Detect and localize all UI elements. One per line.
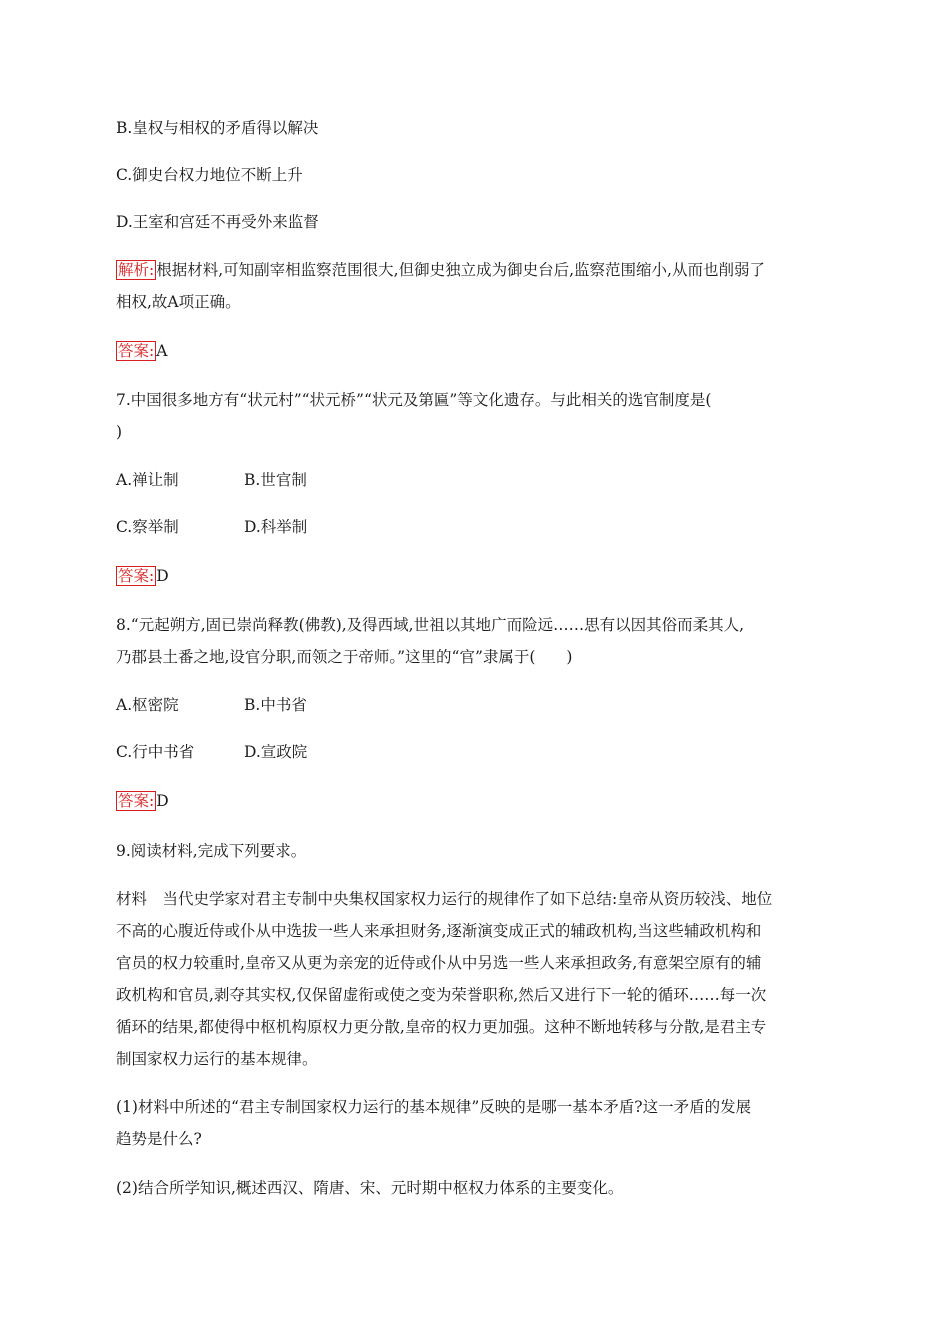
q6-option-d: D.王室和宫廷不再受外来监督	[116, 213, 319, 231]
q9-material-line: 官员的权力较重时,皇帝又从更为亲宠的近侍或仆从中另选一些人来承担政务,有意架空原有的辅	[116, 954, 762, 972]
q9-subquestion-1: (1)材料中所述的“君主专制国家权力运行的基本规律”反映的是哪一基本矛盾?这一矛盾的发展	[116, 1098, 752, 1116]
answer-value: D	[156, 567, 169, 585]
q7-options-row-2	[116, 517, 308, 537]
q8-stem: 8.“元起朔方,固已崇尚释教(佛教),及得西域,世祖以其地广而险远……思有以因其俗而柔其人,	[116, 616, 745, 634]
q9-subquestion-2: (2)结合所学知识,概述西汉、隋唐、宋、元时期中枢权力体系的主要变化。	[116, 1179, 624, 1197]
analysis-label: 解析:	[118, 261, 155, 279]
analysis-text: 根据材料,可知副宰相监察范围很大,但御史独立成为御史台后,监察范围缩小,从而也削弱了	[156, 261, 765, 279]
q9-material-line: 政机构和官员,剥夺其实权,仅保留虚衔或使之变为荣誉职称,然后又进行下一轮的循环……每一次	[116, 986, 767, 1004]
q7-options-row-1	[116, 470, 307, 490]
answer-label: 答案:	[118, 567, 155, 585]
q8-option-b: B.中书省	[244, 696, 307, 714]
q8-option-c: C.行中书省	[116, 743, 195, 761]
q8-option-a: A.枢密院	[116, 696, 179, 714]
q6-option-b: B.皇权与相权的矛盾得以解决	[116, 119, 319, 137]
answer-label: 答案:	[118, 342, 155, 360]
answer-label: 答案:	[118, 792, 155, 810]
q9-material-line: 制国家权力运行的基本规律。	[116, 1050, 318, 1068]
q8-stem-continued: 乃郡县土番之地,设官分职,而领之于帝师。”这里的“官”隶属于( )	[116, 648, 573, 666]
q7-stem-continued: )	[116, 423, 123, 441]
q9-subquestion-1-continued: 趋势是什么?	[116, 1130, 202, 1148]
q9-material-line: 不高的心腹近侍或仆从中选拔一些人来承担财务,逐渐演变成正式的辅政机构,当这些辅政机构和	[116, 922, 762, 940]
q6-option-c: C.御史台权力地位不断上升	[116, 166, 303, 184]
q9-stem: 9.阅读材料,完成下列要求。	[116, 842, 307, 860]
q6-analysis	[116, 260, 765, 280]
q8-answer	[116, 791, 169, 811]
q8-option-d: D.宣政院	[244, 743, 308, 761]
answer-value: A	[156, 342, 168, 360]
q7-answer	[116, 566, 169, 586]
q7-option-b: B.世官制	[244, 471, 307, 489]
q7-option-a: A.禅让制	[116, 471, 179, 489]
q6-analysis-continued: 相权,故A项正确。	[116, 293, 241, 311]
q8-options-row-1	[116, 695, 307, 715]
q6-answer	[116, 341, 167, 361]
q7-option-d: D.科举制	[244, 518, 308, 536]
q9-material-line: 循环的结果,都使得中枢机构原权力更分散,皇帝的权力更加强。这种不断地转移与分散,是君主专	[116, 1018, 767, 1036]
q7-stem: 7.中国很多地方有“状元村”“状元桥”“状元及第匾”等文化遗存。与此相关的选官制度是(	[116, 391, 712, 409]
q9-material-line: 材料 当代史学家对君主专制中央集权国家权力运行的规律作了如下总结:皇帝从资历较浅、地位	[116, 890, 773, 908]
q8-options-row-2	[116, 742, 308, 762]
q7-option-c: C.察举制	[116, 518, 179, 536]
answer-value: D	[156, 792, 169, 810]
